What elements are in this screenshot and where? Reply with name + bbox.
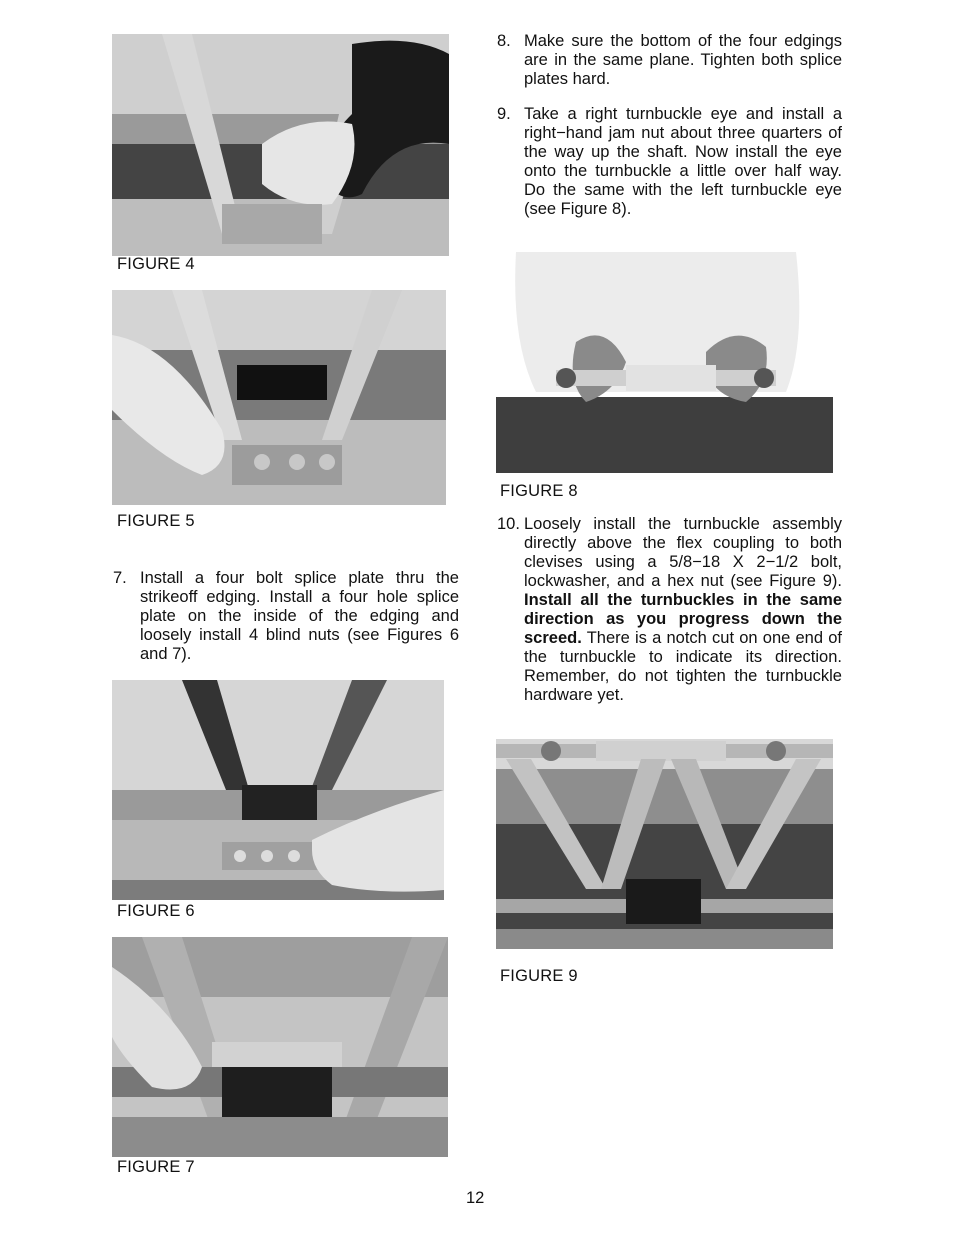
step-10-bold-instruction: Install all the turnbuckles in the same direction as you progress down the screed. [524, 591, 842, 647]
figure-9-photo [496, 739, 833, 949]
step-8-number: 8. [497, 32, 511, 50]
step-8-text: Make sure the bottom of the four edgings are in the same plane. Tighten both splice plates hard. [524, 32, 842, 88]
step-10-number: 10. [497, 515, 520, 533]
step-8 [497, 32, 842, 89]
figure-7-photo [112, 937, 448, 1157]
figure-6-photo [112, 680, 444, 900]
page-number: 12 [466, 1189, 485, 1207]
step-7 [113, 569, 459, 664]
figure-4-caption: FIGURE 4 [117, 255, 195, 273]
figure-8-caption: FIGURE 8 [500, 482, 578, 500]
step-9-text: Take a right turnbuckle eye and install a right−hand jam nut about three quarters of the way up the shaft. Now install the eye onto the turnbuckle a little over half way. Do the same with the left turnbuckle eye (see Figure 8). [524, 105, 842, 218]
step-7-text: Install a four bolt splice plate thru the strikeoff edging. Install a four hole splice plate on the inside of the edging and loosely install 4 blind nuts (see Figures 6 and 7). [140, 569, 459, 663]
figure-6-caption: FIGURE 6 [117, 902, 195, 920]
step-10-text-part-b: There is a notch cut on one end of the turnbuckle to indicate its direction. Remember, do not tighten the turnbuckle hardware yet. [524, 629, 842, 704]
step-10-text [524, 515, 842, 705]
figure-9-caption: FIGURE 9 [500, 967, 578, 985]
step-7-number: 7. [113, 569, 127, 587]
figure-7-caption: FIGURE 7 [117, 1158, 195, 1176]
figure-4-photo [112, 34, 449, 256]
step-10 [497, 515, 842, 705]
step-9 [497, 105, 842, 219]
step-10-text-part-a: Loosely install the turnbuckle assembly directly above the flex coupling to both clevises using a 5/8−18 X 2−1/2 bolt, lockwasher, and a hex nut (see Figure 9). [524, 515, 842, 590]
figure-5-caption: FIGURE 5 [117, 512, 195, 530]
step-9-number: 9. [497, 105, 511, 123]
figure-5-photo [112, 290, 446, 505]
figure-8-photo [496, 252, 833, 473]
